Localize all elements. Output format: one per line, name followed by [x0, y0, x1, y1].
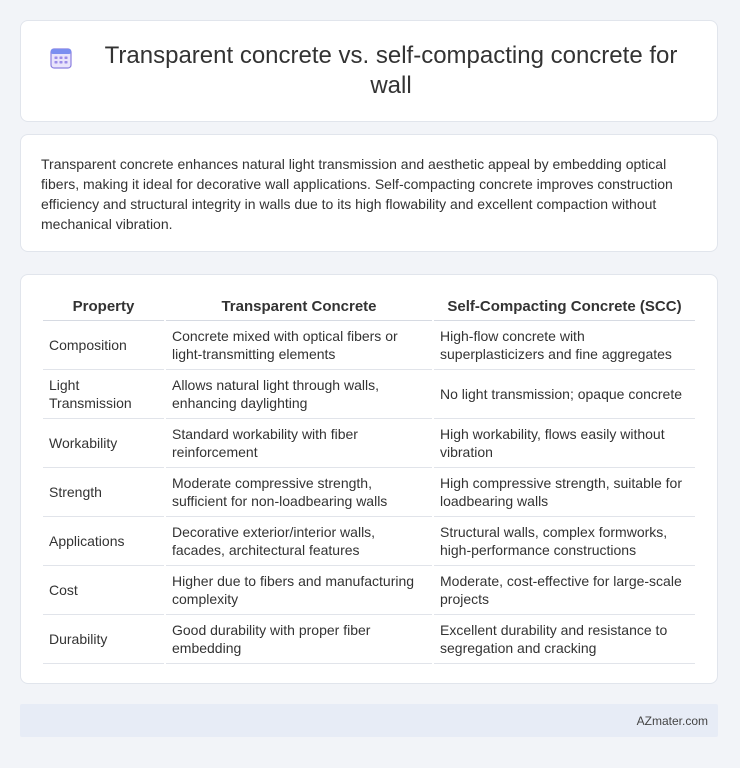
scc-cell: High compressive strength, suitable for loadbearing walls	[434, 468, 695, 517]
table-row	[43, 370, 695, 419]
calendar-icon	[49, 46, 73, 70]
scc-cell: Excellent durability and resistance to segregation and cracking	[434, 615, 695, 664]
column-header-scc: Self-Compacting Concrete (SCC)	[434, 292, 695, 321]
column-header-property: Property	[43, 292, 164, 321]
footer-brand: AZmater.com	[636, 713, 708, 728]
property-cell: Strength	[43, 468, 164, 517]
property-cell: Durability	[43, 615, 164, 664]
footer	[20, 704, 718, 737]
property-cell: Composition	[43, 321, 164, 370]
property-cell: Light Transmission	[43, 370, 164, 419]
scc-cell: High workability, flows easily without vibration	[434, 419, 695, 468]
scc-cell: Structural walls, complex formworks, high-performance constructions	[434, 517, 695, 566]
transparent-concrete-cell: Moderate compressive strength, sufficient for non-loadbearing walls	[166, 468, 432, 517]
transparent-concrete-cell: Higher due to fibers and manufacturing complexity	[166, 566, 432, 615]
table-row	[43, 321, 695, 370]
table-row	[43, 468, 695, 517]
property-cell: Cost	[43, 566, 164, 615]
title-wrap	[49, 41, 689, 101]
comparison-table	[41, 292, 697, 664]
property-cell: Workability	[43, 419, 164, 468]
table-row	[43, 615, 695, 664]
scc-cell: No light transmission; opaque concrete	[434, 370, 695, 419]
comparison-table-card	[20, 274, 718, 684]
transparent-concrete-cell: Standard workability with fiber reinforcement	[166, 419, 432, 468]
scc-cell: High-flow concrete with superplasticizers and fine aggregates	[434, 321, 695, 370]
summary-text: Transparent concrete enhances natural light transmission and aesthetic appeal by embedding optical fibers, making it ideal for decorative wall applications. Self-compacting concrete improves construction efficiency and structural integrity in walls due to its high flowability and excellent compaction without mechanical vibration.	[41, 156, 673, 232]
transparent-concrete-cell: Concrete mixed with optical fibers or light-transmitting elements	[166, 321, 432, 370]
title-card	[20, 20, 718, 122]
table-row	[43, 566, 695, 615]
transparent-concrete-cell: Good durability with proper fiber embedding	[166, 615, 432, 664]
page-title: Transparent concrete vs. self-compacting concrete for wall	[104, 42, 678, 99]
transparent-concrete-cell: Allows natural light through walls, enhancing daylighting	[166, 370, 432, 419]
property-cell: Applications	[43, 517, 164, 566]
summary-card	[20, 134, 718, 252]
table-row	[43, 419, 695, 468]
scc-cell: Moderate, cost-effective for large-scale projects	[434, 566, 695, 615]
transparent-concrete-cell: Decorative exterior/interior walls, facades, architectural features	[166, 517, 432, 566]
column-header-transparent-concrete: Transparent Concrete	[166, 292, 432, 321]
table-header-row	[43, 292, 695, 321]
table-row	[43, 517, 695, 566]
